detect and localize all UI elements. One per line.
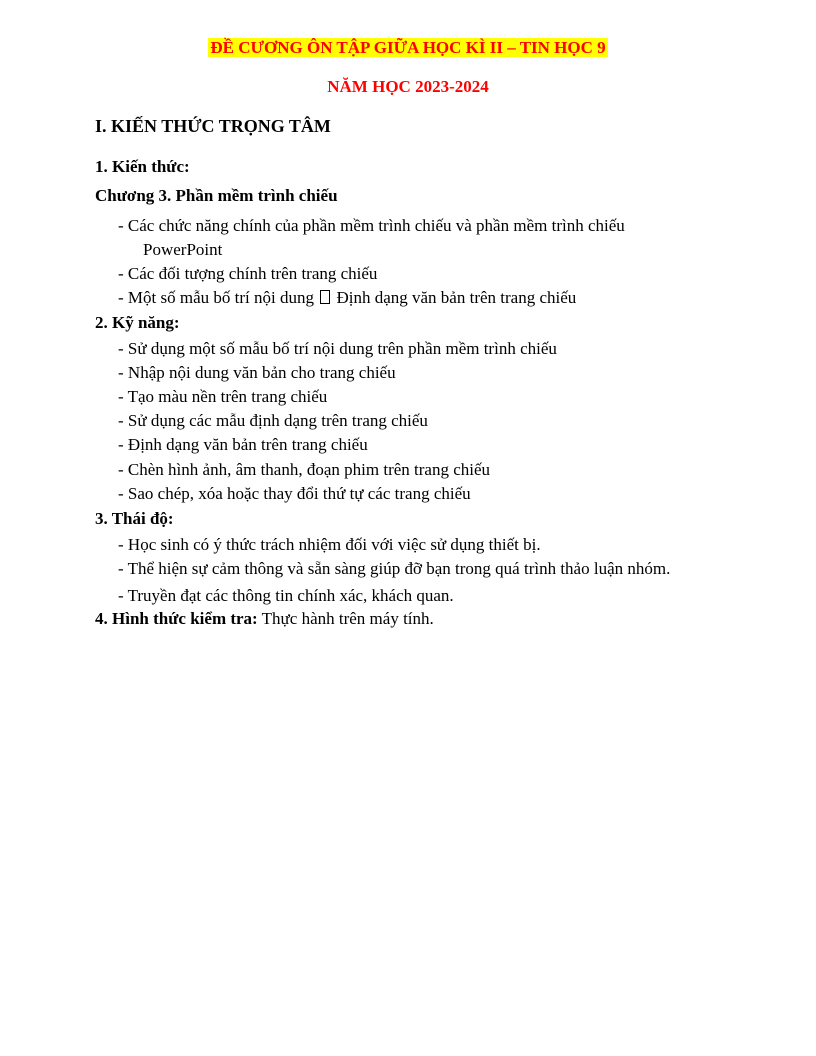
- missing-glyph-icon: [320, 290, 330, 304]
- list-item: [118, 288, 576, 308]
- list-item-text: Định dạng văn bản trên trang chiếu: [336, 288, 577, 307]
- exam-text: Thực hành trên máy tính.: [257, 609, 434, 628]
- exam-heading: 4. Hình thức kiểm tra:: [95, 609, 258, 628]
- list-item: - Sử dụng một số mẫu bố trí nội dung trên phần mềm trình chiếu: [118, 339, 557, 358]
- list-item: - Các chức năng chính của phần mềm trình chiếu và phần mềm trình chiếu: [118, 216, 625, 235]
- list-item: - Truyền đạt các thông tin chính xác, khách quan.: [118, 586, 454, 605]
- list-item: - Định dạng văn bản trên trang chiếu: [118, 435, 368, 454]
- list-item: - Học sinh có ý thức trách nhiệm đối với việc sử dụng thiết bị.: [118, 535, 541, 554]
- list-item: - Nhập nội dung văn bản cho trang chiếu: [118, 363, 396, 382]
- list-item: - Chèn hình ảnh, âm thanh, đoạn phim trên trang chiếu: [118, 460, 491, 479]
- chapter-heading: Chương 3. Phần mềm trình chiếu: [95, 186, 338, 205]
- list-item: - Thể hiện sự cảm thông và sẵn sàng giúp đỡ bạn trong quá trình thảo luận nhóm.: [118, 559, 671, 578]
- exam-line: [95, 609, 434, 629]
- section-heading: I. KIẾN THỨC TRỌNG TÂM: [95, 116, 331, 136]
- school-year: NĂM HỌC 2023-2024: [327, 77, 489, 96]
- document-title-text: ĐỀ CƯƠNG ÔN TẬP GIỮA HỌC KÌ II – TIN HỌC 9: [210, 38, 606, 57]
- list-item-text: - Một số mẫu bố trí nội dung: [118, 288, 314, 307]
- list-item: - Sử dụng các mẫu định dạng trên trang chiếu: [118, 411, 428, 430]
- list-item-continuation: PowerPoint: [143, 240, 223, 259]
- list-item: - Các đối tượng chính trên trang chiếu: [118, 264, 378, 283]
- skills-heading: 2. Kỹ năng:: [95, 313, 180, 332]
- attitude-heading: 3. Thái độ:: [95, 509, 174, 528]
- list-item: - Sao chép, xóa hoặc thay đổi thứ tự các trang chiếu: [118, 484, 471, 503]
- knowledge-heading: 1. Kiến thức:: [95, 157, 190, 176]
- list-item: - Tạo màu nền trên trang chiếu: [118, 387, 328, 406]
- document-title: [0, 38, 816, 58]
